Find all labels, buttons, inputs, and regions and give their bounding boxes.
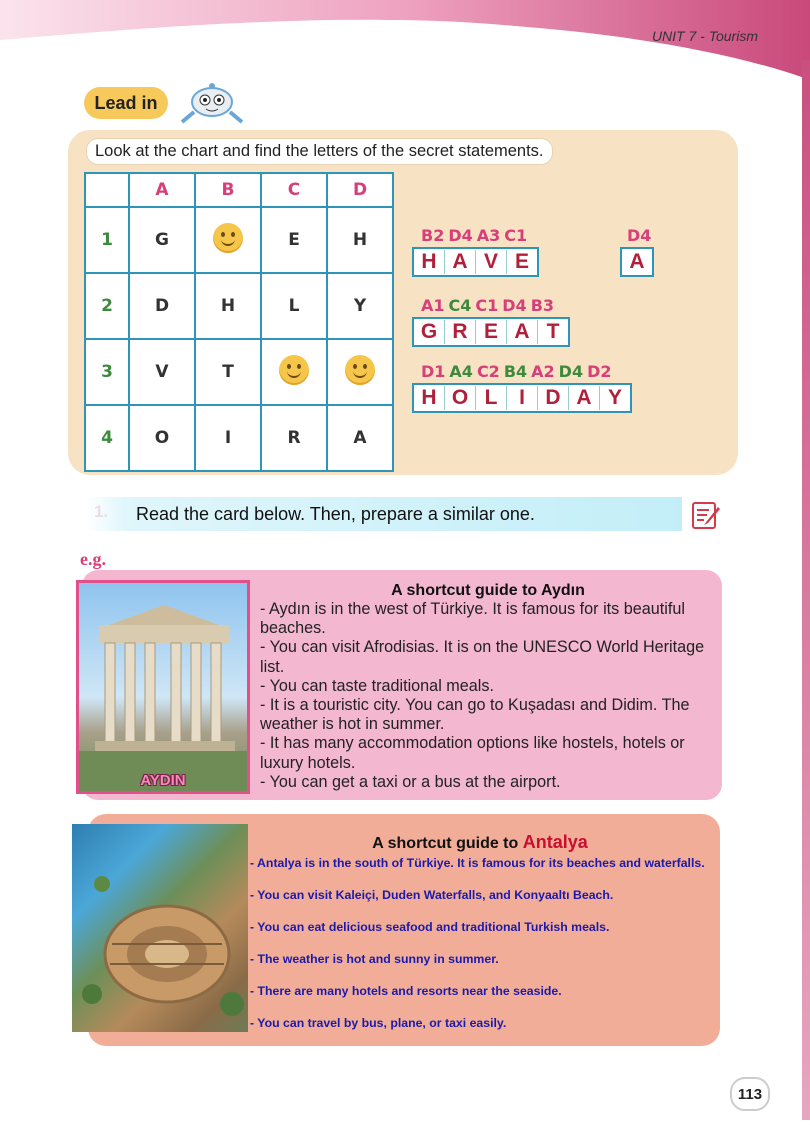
code: D2 [587,362,612,381]
answer-letter: V [476,250,507,274]
antalya-line: - The weather is hot and sunny in summer. [250,952,499,966]
antalya-title-prefix: A shortcut guide to [372,835,519,852]
answer-letter: I [507,386,538,410]
answer-word-holiday [412,383,632,413]
chart-cell: G [129,207,195,273]
writing-pencil-icon [690,499,722,531]
aydin-line: - It has many accommodation options like hostels, hotels or luxury hotels. [260,734,685,772]
puzzle-codes-2 [421,296,554,315]
code: B3 [530,296,555,315]
answer-letter: D [538,386,569,410]
chart-row-header: 1 [85,207,129,273]
puzzle-codes-1a [421,226,527,245]
answer-letter: A [445,250,476,274]
answer-word-have [412,247,539,277]
unit-title: UNIT 7 - Tourism [651,28,758,44]
antalya-card-title [252,832,708,853]
answer-letter: H [414,250,445,274]
page-number: 113 [730,1077,770,1111]
chart-cell: Y [327,273,393,339]
answer-letter: A [569,386,600,410]
chart-cell: V [129,339,195,405]
antalya-line: - Antalya is in the south of Türkiye. It is famous for its beaches and waterfalls. [250,856,705,870]
chart-cell: I [195,405,261,471]
code: C1 [475,296,499,315]
code: B2 [421,226,445,245]
code: A3 [476,226,501,245]
chart-cell: A [327,405,393,471]
code: A1 [421,296,445,315]
chart-cell: L [261,273,327,339]
chart-cell: H [327,207,393,273]
robot-mascot-icon [172,82,252,128]
page-edge-decoration [802,60,810,1120]
code: A4 [449,362,473,381]
answer-letter: T [546,320,560,343]
lead-instruction: Look at the chart and find the letters of the secret statements. [86,138,553,165]
smiley-icon [279,355,309,385]
chart-cell: R [261,405,327,471]
lead-in-label: Lead in [84,87,168,119]
code: C4 [448,296,472,315]
smiley-icon [213,223,243,253]
answer-letter: L [476,386,507,410]
chart-col-header: C [261,173,327,207]
answer-letter: O [445,386,476,410]
chart-cell: D [129,273,195,339]
section-instruction: Read the card below. Then, prepare a similar one. [136,504,535,524]
aydin-line: - You can get a taxi or a bus at the airport. [260,772,561,791]
chart-row-header: 3 [85,339,129,405]
code: C1 [504,226,528,245]
chart-cell-smiley [261,339,327,405]
aydin-line: - You can taste traditional meals. [260,676,494,695]
code: D4 [627,226,652,245]
letter-chart [84,172,394,472]
answer-word-a [620,247,654,277]
aydin-line: - It is a touristic city. You can go to Kuşadası and Didim. The weather is hot in summer. [260,696,690,734]
aydin-line: - Aydın is in the west of Türkiye. It is famous for its beautiful beaches. [260,600,685,638]
chart-cell: E [261,207,327,273]
chart-corner [85,173,129,207]
code: B4 [503,362,528,381]
antalya-title-city: Antalya [522,832,588,852]
aydin-photo [76,580,250,794]
chart-row-header: 2 [85,273,129,339]
aydin-photo-label: AYDIN [140,772,186,789]
antalya-line: - There are many hotels and resorts near the seaside. [250,984,562,998]
code: D4 [448,226,473,245]
chart-cell: O [129,405,195,471]
answer-letter: H [414,386,445,410]
aydin-card-body [260,600,720,792]
answer-letter: A [507,320,538,344]
answer-letter: R [445,320,476,344]
chart-col-header: B [195,173,261,207]
antalya-line: - You can visit Kaleiçi, Duden Waterfalls, and Konyaaltı Beach. [250,888,614,902]
puzzle-codes-1b [627,226,651,245]
chart-cell: H [195,273,261,339]
antalya-line: - You can eat delicious seafood and traditional Turkish meals. [250,920,610,934]
code: D4 [502,296,527,315]
code: A2 [531,362,555,381]
puzzle-codes-3 [421,362,612,381]
code: D4 [558,362,584,381]
aydin-card-title: A shortcut guide to Aydın [391,582,585,599]
antalya-card-body [250,856,750,1048]
answer-letter: E [476,320,507,344]
example-label: e.g. [80,549,106,569]
chart-cell-smiley [327,339,393,405]
chart-col-header: D [327,173,393,207]
section-number: 1. [94,502,109,521]
smiley-icon [345,355,375,385]
antalya-line: - You can travel by bus, plane, or taxi easily. [250,1016,507,1030]
code: D1 [421,362,446,381]
answer-word-great [412,317,570,347]
chart-col-header: A [129,173,195,207]
answer-letter: E [514,250,529,273]
antalya-photo [72,824,248,1032]
answer-letter: Y [607,386,622,409]
answer-letter: G [414,320,445,344]
chart-cell: T [195,339,261,405]
chart-row-header: 4 [85,405,129,471]
chart-cell-smiley [195,207,261,273]
code: C2 [476,362,500,381]
answer-letter: A [629,250,645,273]
aydin-line: - You can visit Afrodisias. It is on the UNESCO World Heritage list. [260,638,705,676]
